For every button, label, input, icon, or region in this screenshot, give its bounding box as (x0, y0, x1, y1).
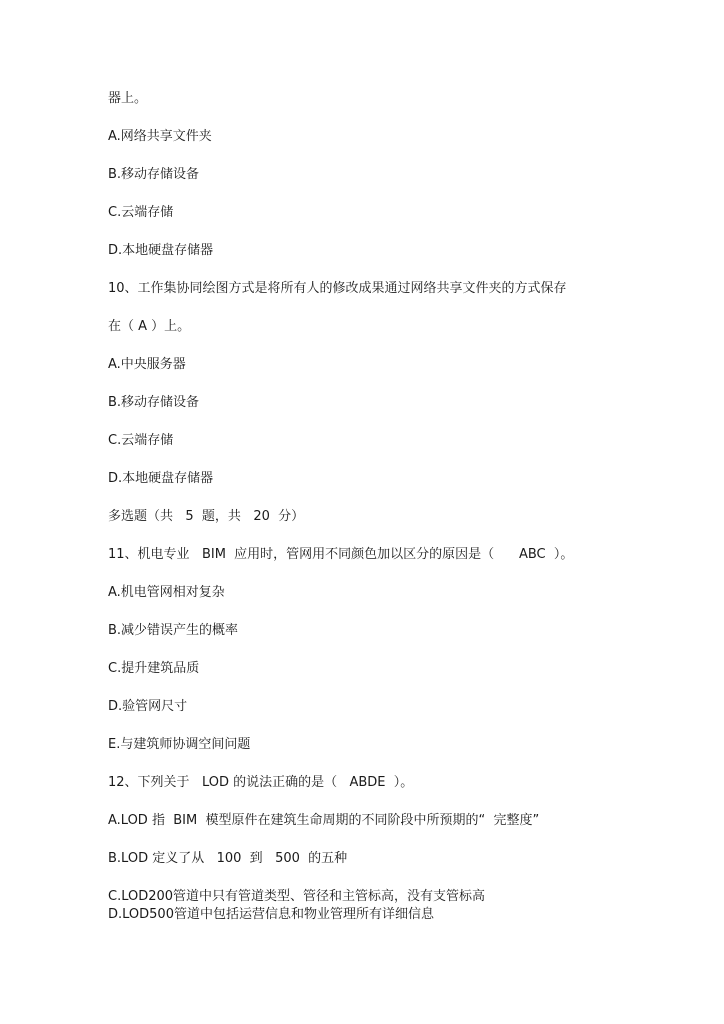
option-a-line: A.LOD 指 BIM 模型原件在建筑生命周期的不同阶段中所预期的“ 完整度” (108, 813, 540, 828)
option-d-line: D.本地硬盘存储器 (108, 471, 214, 486)
section-heading: 多选题（共 5 题，共 20 分） (108, 509, 305, 524)
option-a-line: A.中央服务器 (108, 357, 186, 372)
option-d-line: D.验管网尺寸 (108, 699, 188, 714)
option-b-line: B.移动存储设备 (108, 395, 200, 410)
option-b-line: B.LOD 定义了从 100 到 500 的五种 (108, 851, 348, 866)
question-11-line: 11、机电专业 BIM 应用时，管网用不同颜色加以区分的原因是（ ABC ）。 (108, 547, 574, 562)
option-c-line: C.提升建筑品质 (108, 661, 200, 676)
option-c-line: C.LOD200管道中只有管道类型、管径和主管标高，没有支管标高 (108, 889, 486, 904)
question-10-continuation: 在（ A ）上。 (108, 319, 191, 334)
option-c-line: C.云端存储 (108, 205, 174, 220)
option-d-line: D.本地硬盘存储器 (108, 243, 214, 258)
question-12-line: 12、下列关于 LOD 的说法正确的是（ ABDE ）。 (108, 775, 414, 790)
option-b-line: B.移动存储设备 (108, 167, 200, 182)
option-a-line: A.网络共享文件夹 (108, 129, 212, 144)
question-10-line: 10、工作集协同绘图方式是将所有人的修改成果通过网络共享文件夹的方式保存 (108, 281, 567, 296)
option-b-line: B.减少错误产生的概率 (108, 623, 239, 638)
option-c-line: C.云端存储 (108, 433, 174, 448)
option-d-line: D.LOD500管道中包括运营信息和物业管理所有详细信息 (108, 907, 434, 922)
text-line-continuation: 器上。 (108, 91, 148, 106)
option-a-line: A.机电管网相对复杂 (108, 585, 225, 600)
option-e-line: E.与建筑师协调空间问题 (108, 737, 251, 752)
